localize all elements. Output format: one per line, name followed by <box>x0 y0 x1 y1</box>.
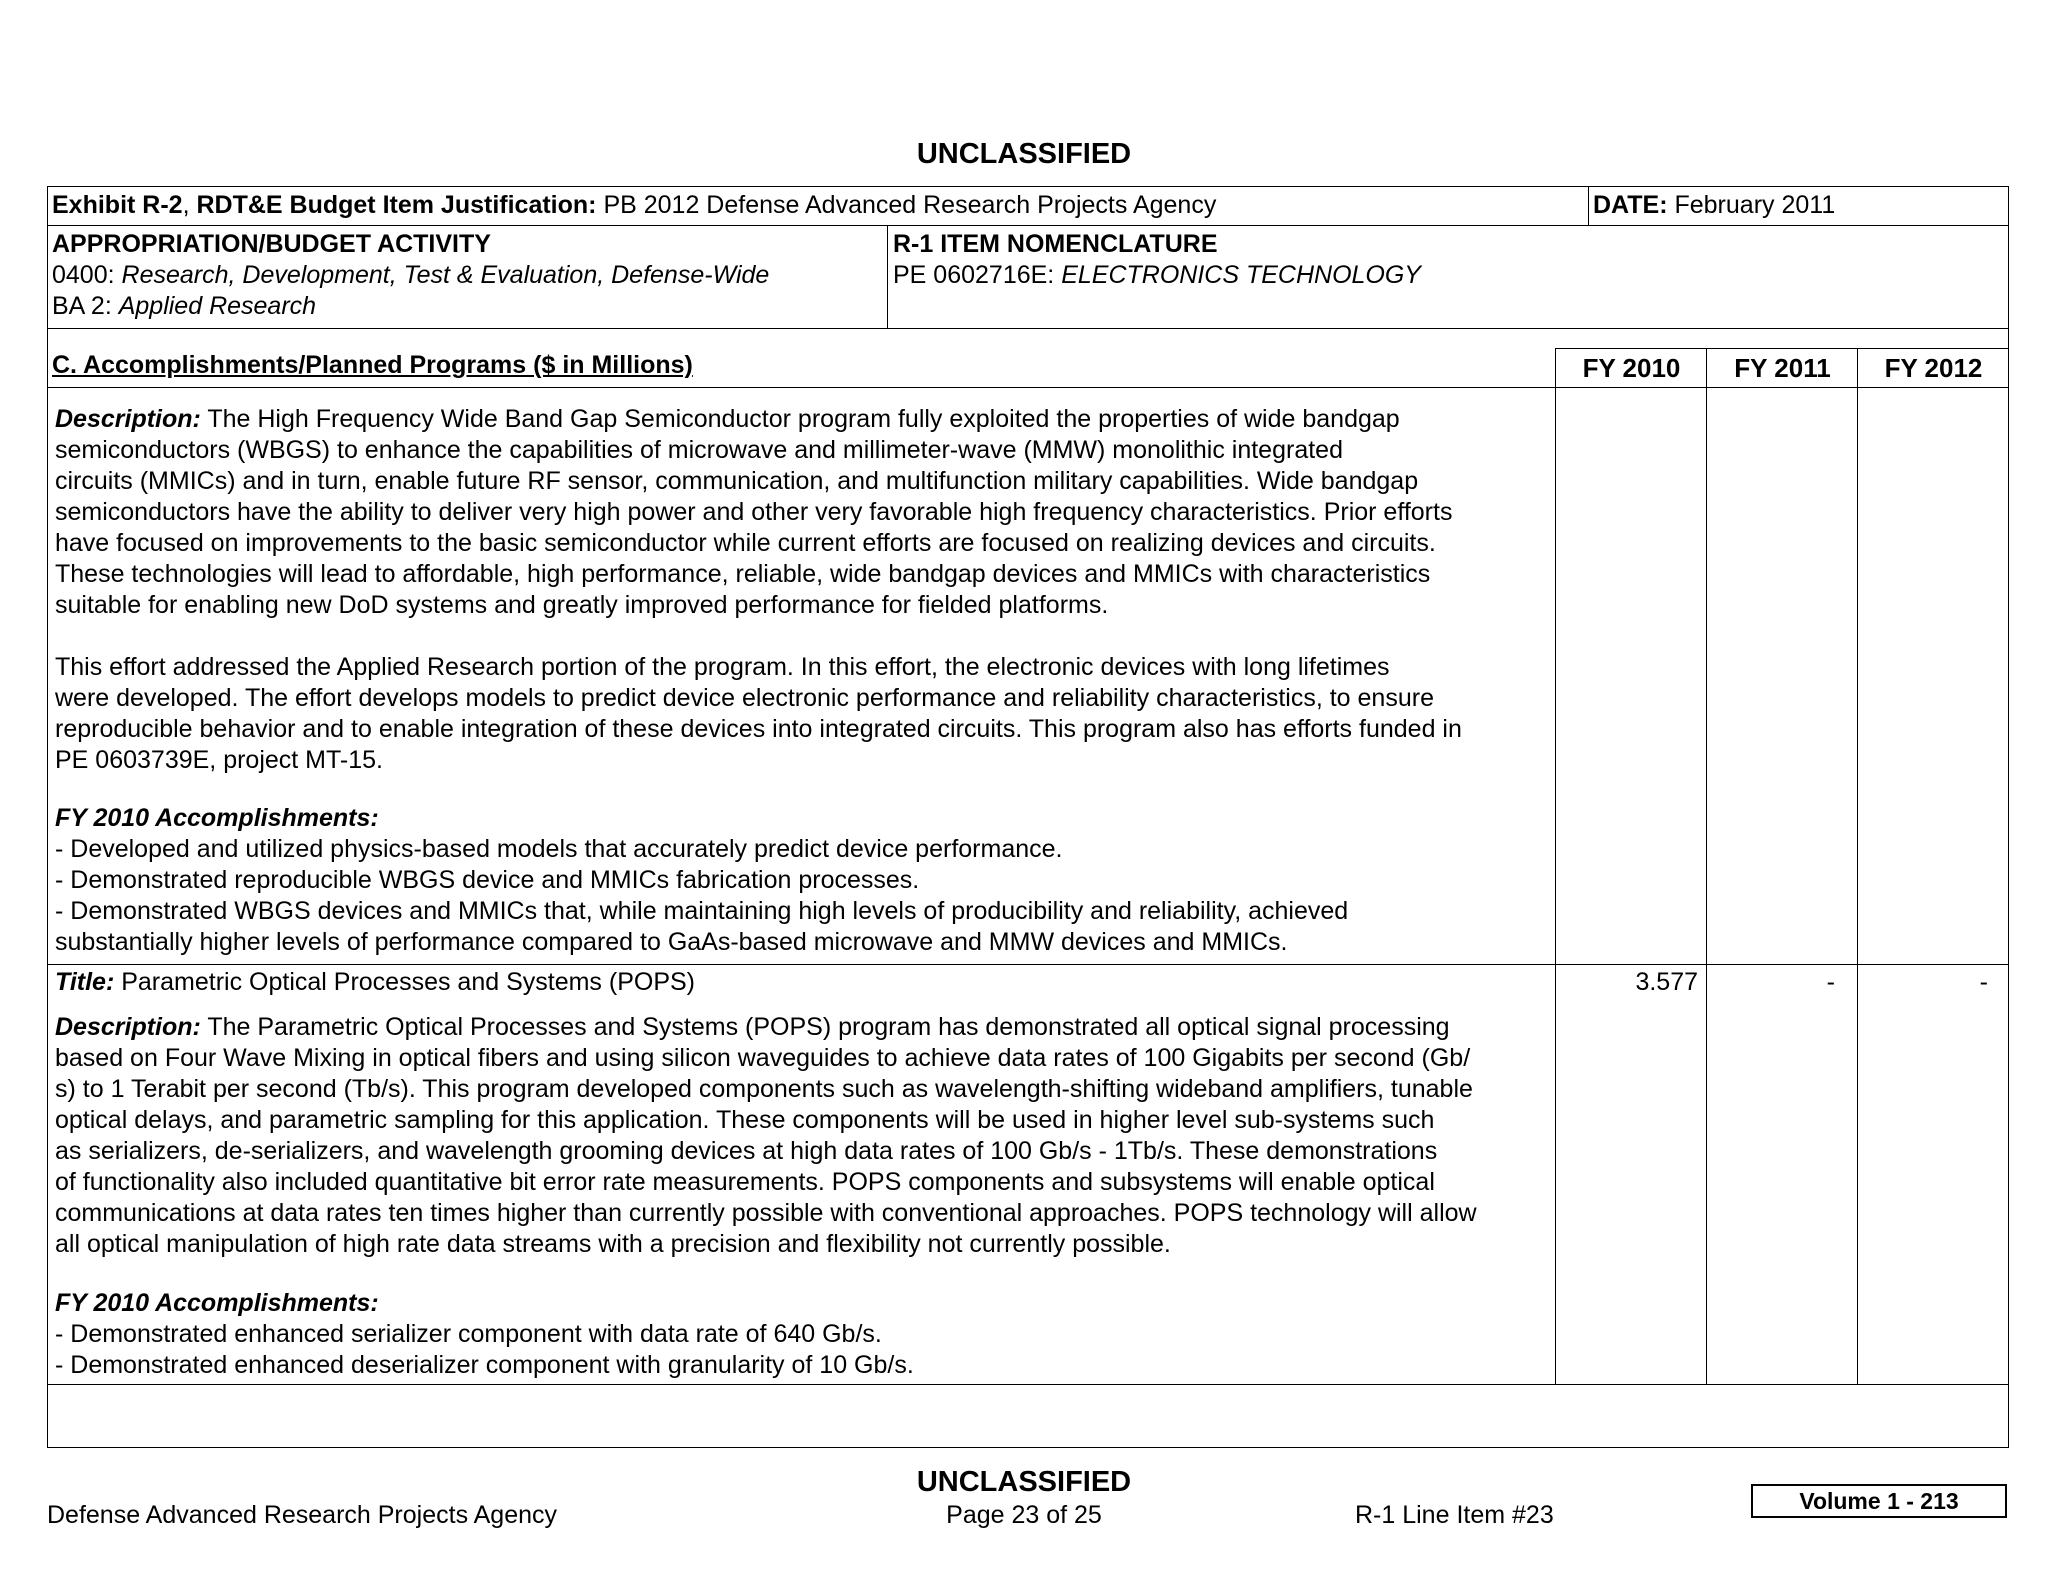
block2-acc-line: - Demonstrated enhanced serializer component with data rate of 640 Gb/s. <box>55 1320 882 1348</box>
block1-desc-line: The High Frequency Wide Band Gap Semiconductor program fully exploited the properties of wide bandgap <box>200 405 1400 433</box>
block2-desc-line: The Parametric Optical Processes and Systems (POPS) program has demonstrated all optical signal processing <box>200 1013 1450 1041</box>
block1-para2-line: reproducible behavior and to enable integration of these devices into integrated circuits. This program also has efforts funded in <box>55 715 1462 743</box>
block1-desc-line: circuits (MMICs) and in turn, enable future RF sensor, communication, and multifunction military capabilities. Wide bandgap <box>55 467 1419 495</box>
rdte-label: RDT&E Budget Item Justification: <box>196 191 597 219</box>
fy-header-top <box>1555 348 2008 349</box>
top-classification: UNCLASSIFIED <box>916 138 1132 170</box>
approp-label: APPROPRIATION/BUDGET ACTIVITY <box>52 230 491 258</box>
fy2010-col-line <box>1555 348 1556 1384</box>
fy2011-value: - <box>1826 968 1835 996</box>
pe-line <box>893 260 1421 291</box>
fy2010-value: 3.577 <box>1635 968 1698 996</box>
block1-acc-label: FY 2010 Accomplishments: <box>55 804 379 832</box>
block2-desc-line: optical delays, and parametric sampling for this application. These components will be used in higher level sub-systems such <box>55 1106 1435 1134</box>
section-divider <box>48 387 2008 388</box>
section-title: C. Accomplishments/Planned Programs ($ in Millions) <box>52 351 693 379</box>
fy2011-col-line <box>1706 348 1707 1384</box>
bottom-classification: UNCLASSIFIED <box>916 1466 1132 1498</box>
block1-desc-line: These technologies will lead to affordable, high performance, reliable, wide bandgap devices and MMICs with characteristics <box>55 560 1431 588</box>
block1-desc-line: semiconductors (WBGS) to enhance the capabilities of microwave and millimeter-wave (MMW) monolithic integrated <box>55 436 1343 464</box>
block1-acc-line: - Demonstrated WBGS devices and MMICs that, while maintaining high levels of producibility and reliability, achieved <box>55 897 1349 925</box>
date-divider <box>1588 187 1589 225</box>
block1-description <box>55 404 1555 621</box>
block2-desc-line: based on Four Wave Mixing in optical fibers and using silicon waveguides to achieve data rates of 100 Gigabits per second (Gb/ <box>55 1044 1471 1072</box>
block2-accomplishments <box>55 1288 1555 1381</box>
date-label: DATE: <box>1593 191 1668 219</box>
date-value: February 2011 <box>1667 191 1836 219</box>
block2-title <box>55 967 695 998</box>
block2-description <box>55 1012 1555 1260</box>
block2-title-value: Parametric Optical Processes and Systems (POPS) <box>114 968 696 996</box>
exhibit-title <box>52 190 1216 221</box>
block1-acc-line: substantially higher levels of performance compared to GaAs-based microwave and MMW devices and MMICs. <box>55 928 1288 956</box>
footer-agency: Defense Advanced Research Projects Agency <box>47 1501 558 1529</box>
bottom-divider <box>48 1384 2008 1385</box>
block2-desc-label: Description: <box>55 1013 201 1041</box>
block1-para2-line: This effort addressed the Applied Research portion of the program. In this effort, the electronic devices with long lifetimes <box>55 653 1390 681</box>
footer-page: Page 23 of 25 <box>946 1501 1102 1529</box>
block2-desc-line: of functionality also included quantitative bit error rate measurements. POPS components and subsystems will enable optical <box>55 1168 1435 1196</box>
block1-acc-line: - Demonstrated reproducible WBGS device and MMICs fabrication processes. <box>55 866 920 894</box>
fy2010-header: FY 2010 <box>1582 353 1681 383</box>
pe-name: ELECTRONICS TECHNOLOGY <box>1061 261 1421 289</box>
block-divider <box>48 964 2008 965</box>
exhibit-label: Exhibit R-2 <box>52 191 183 219</box>
nomenclature-divider <box>887 225 888 328</box>
approp-line <box>52 260 769 291</box>
approp-code: 0400: <box>52 261 122 289</box>
block2-title-label: Title: <box>55 968 115 996</box>
block2-acc-label: FY 2010 Accomplishments: <box>55 1289 379 1317</box>
approp-name: Research, Development, Test & Evaluation, Defense-Wide <box>121 261 770 289</box>
block2-acc-line: - Demonstrated enhanced deserializer component with granularity of 10 Gb/s. <box>55 1351 914 1379</box>
exhibit-rest: PB 2012 Defense Advanced Research Projects Agency <box>596 191 1217 219</box>
block2-desc-line: s) to 1 Terabit per second (Tb/s). This program developed components such as wavelength-shifting wideband amplifiers, tunable <box>55 1075 1473 1103</box>
pe-code: PE 0602716E: <box>893 261 1062 289</box>
ba-code: BA 2: <box>52 292 119 320</box>
block1-desc-line: suitable for enabling new DoD systems and greatly improved performance for fielded platforms. <box>55 591 1109 619</box>
approp-divider <box>48 328 2008 329</box>
block1-desc-line: semiconductors have the ability to deliver very high power and other very favorable high frequency characteristics. Prior efforts <box>55 498 1453 526</box>
block1-paragraph2 <box>55 652 1555 776</box>
date <box>1593 190 1835 221</box>
r1-label: R-1 ITEM NOMENCLATURE <box>893 230 1218 258</box>
block1-acc-line: - Developed and utilized physics-based models that accurately predict device performance. <box>55 835 1063 863</box>
fy2012-header: FY 2012 <box>1884 353 1983 383</box>
block1-para2-line: PE 0603739E, project MT-15. <box>55 746 383 774</box>
fy2012-value: - <box>1979 968 1988 996</box>
block2-desc-line: as serializers, de-serializers, and wavelength grooming devices at high data rates of 100 Gb/s - 1Tb/s. These demonstrations <box>55 1137 1438 1165</box>
block2-desc-line: all optical manipulation of high rate data streams with a precision and flexibility not currently possible. <box>55 1230 1171 1258</box>
ba-name: Applied Research <box>118 292 317 320</box>
block1-desc-line: have focused on improvements to the basic semiconductor while current efforts are focused on realizing devices and circuits. <box>55 529 1436 557</box>
block1-desc-label: Description: <box>55 405 201 433</box>
exhibit-sep: , <box>182 191 197 219</box>
fy2011-header: FY 2011 <box>1734 353 1831 383</box>
fy2012-col-line <box>1857 348 1858 1384</box>
ba-line <box>52 291 316 322</box>
header-divider <box>48 225 2008 226</box>
footer-line-item: R-1 Line Item #23 <box>1355 1501 1554 1529</box>
block1-accomplishments <box>55 803 1555 958</box>
block2-desc-line: communications at data rates ten times higher than currently possible with conventional approaches. POPS technology will allow <box>55 1199 1477 1227</box>
block1-para2-line: were developed. The effort develops models to predict device electronic performance and reliability characteristics, to ensure <box>55 684 1434 712</box>
volume-box: Volume 1 - 213 <box>1751 1484 2007 1518</box>
